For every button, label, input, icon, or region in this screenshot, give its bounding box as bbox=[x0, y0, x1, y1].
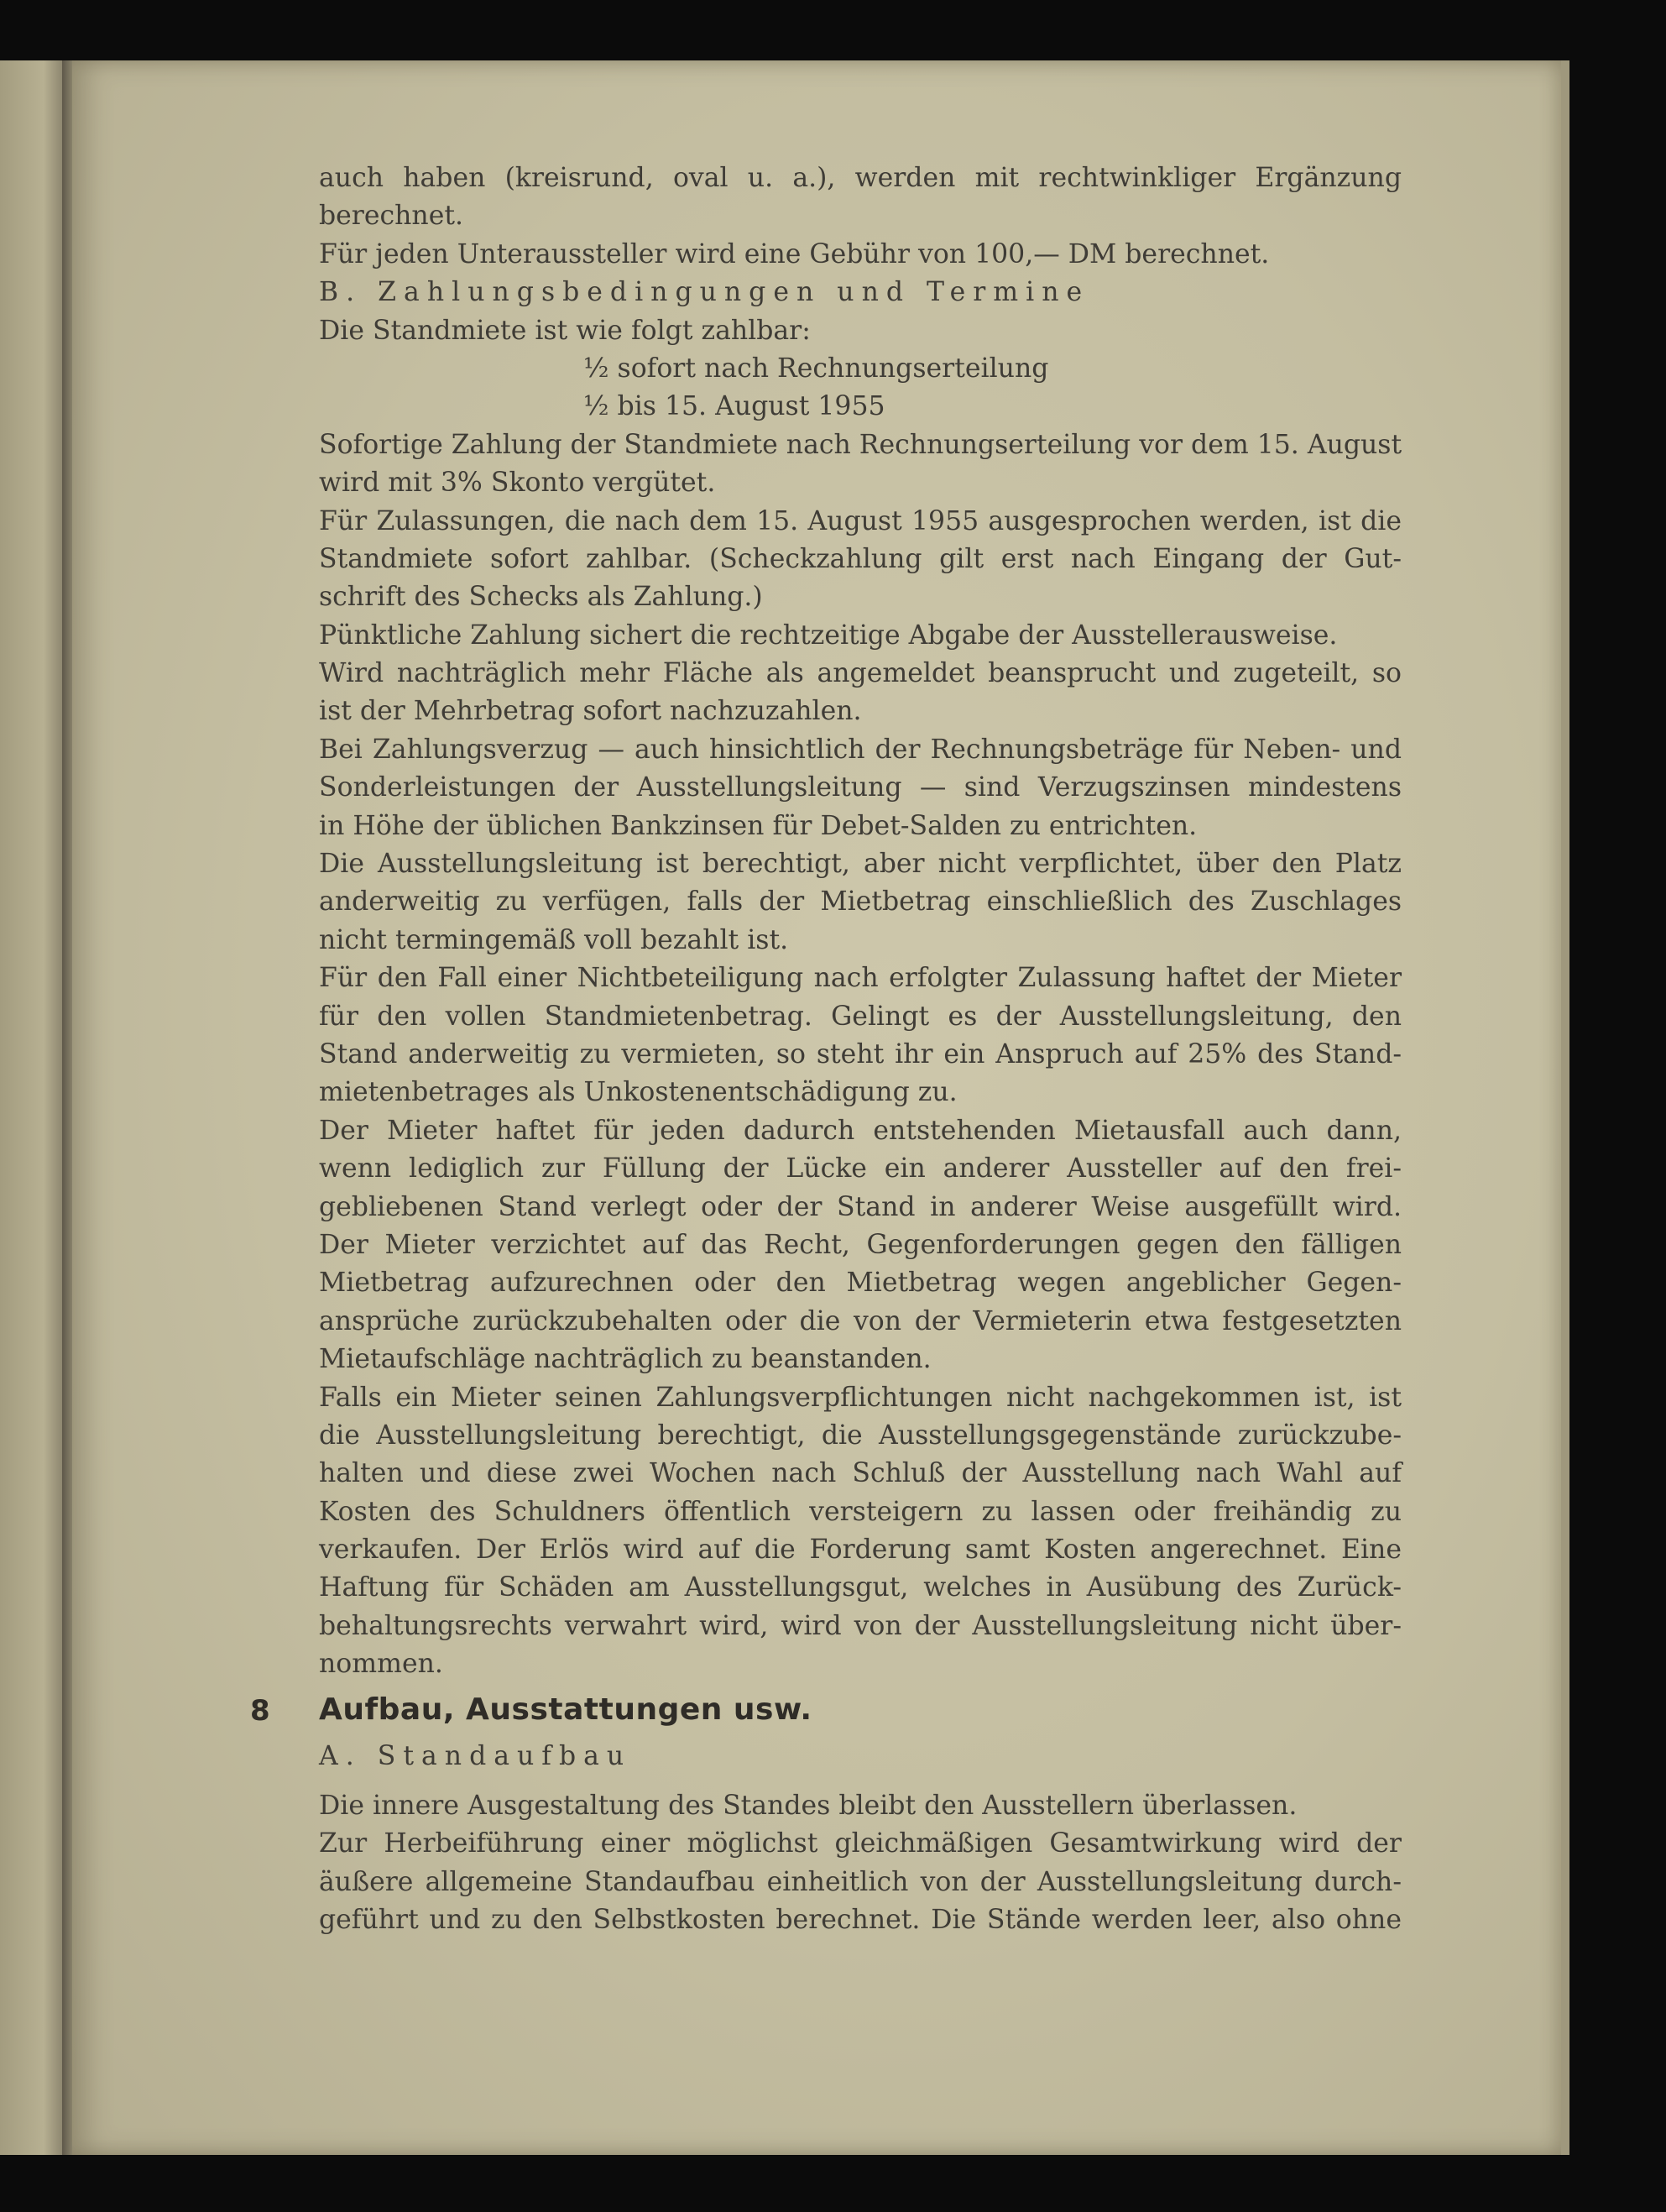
text-line: Bei Zahlungsverzug — auch hinsichtlich der Rechnungsbeträge für Neben- und bbox=[319, 734, 1402, 765]
text-line: Mietaufschläge nachträglich zu beanstanden. bbox=[319, 1344, 932, 1375]
text-line: Die innere Ausgestaltung des Standes bleibt den Ausstellern überlassen. bbox=[319, 1791, 1298, 1822]
text-line: ist der Mehrbetrag sofort nachzuzahlen. bbox=[319, 696, 862, 727]
text-line: mietenbetrages als Unkostenentschädigung zu. bbox=[319, 1077, 958, 1108]
text-line: berechnet. bbox=[319, 201, 464, 232]
text-line: ansprüche zurückzubehalten oder die von der Vermieterin etwa festgesetzten bbox=[319, 1305, 1402, 1336]
text-line: verkaufen. Der Erlös wird auf die Forderung samt Kosten angerechnet. Eine bbox=[319, 1535, 1402, 1566]
text-line: in Höhe der üblichen Bankzinsen für Debet-Salden zu entrichten. bbox=[319, 810, 1198, 841]
section-heading bbox=[250, 1687, 1402, 1738]
text-line: Sonderleistungen der Ausstellungsleitung — sind Verzugszinsen mindestens bbox=[319, 772, 1402, 803]
text-line: behaltungsrechts verwahrt wird, wird von der Ausstellungsleitung nicht über- bbox=[319, 1610, 1402, 1641]
text-line: anderweitig zu verfügen, falls der Mietbetrag einschließlich des Zuschlages bbox=[319, 886, 1402, 918]
text-line: Mietbetrag aufzurechnen oder den Mietbetrag wegen angeblicher Gegen- bbox=[319, 1268, 1402, 1299]
text-line: halten und diese zwei Wochen nach Schluß der Ausstellung nach Wahl auf bbox=[319, 1458, 1402, 1489]
text-line: Standmiete sofort zahlbar. (Scheckzahlung gilt erst nach Eingang der Gut- bbox=[319, 543, 1402, 574]
text-line: Falls ein Mieter seinen Zahlungsverpflichtungen nicht nachgekommen ist, ist bbox=[319, 1382, 1402, 1413]
text-line: Kosten des Schuldners öffentlich versteigern zu lassen oder freihändig zu bbox=[319, 1496, 1402, 1527]
text-line: gebliebenen Stand verlegt oder der Stand in anderer Weise ausgefüllt wird. bbox=[319, 1191, 1402, 1222]
text-line: Sofortige Zahlung der Standmiete nach Rechnungserteilung vor dem 15. August bbox=[319, 429, 1402, 460]
payment-term-1: ½ sofort nach Rechnungserteilung bbox=[583, 353, 1049, 384]
text-line: Wird nachträglich mehr Fläche als angemeldet beansprucht und zugeteilt, so bbox=[319, 658, 1402, 689]
text-line: Für den Fall einer Nichtbeteiligung nach erfolgter Zulassung haftet der Mieter bbox=[319, 963, 1402, 994]
text-line: Der Mieter verzichtet auf das Recht, Gegenforderungen gegen den fälligen bbox=[319, 1229, 1402, 1260]
text-line: nicht termingemäß voll bezahlt ist. bbox=[319, 924, 789, 955]
text-line: äußere allgemeine Standaufbau einheitlich von der Ausstellungsleitung durch- bbox=[319, 1866, 1402, 1897]
right-page-edge bbox=[1561, 60, 1569, 2155]
text-line: wenn lediglich zur Füllung der Lücke ein anderer Aussteller auf den frei- bbox=[319, 1153, 1402, 1184]
payment-term-2: ½ bis 15. August 1955 bbox=[583, 391, 885, 422]
text-line: Haftung für Schäden am Ausstellungsgut, welches in Ausübung des Zurück- bbox=[319, 1572, 1402, 1603]
text-line: geführt und zu den Selbstkosten berechnet. Die Stände werden leer, also ohne bbox=[319, 1905, 1402, 1936]
page-text bbox=[250, 159, 1402, 1940]
text-line: nommen. bbox=[319, 1649, 443, 1680]
text-line: Zur Herbeiführung einer möglichst gleichmäßigen Gesamtwirkung wird der bbox=[319, 1828, 1402, 1859]
text-line: Stand anderweitig zu vermieten, so steht ihr ein Anspruch auf 25% des Stand- bbox=[319, 1038, 1402, 1069]
text-line: Die Ausstellungsleitung ist berechtigt, aber nicht verpflichtet, über den Platz bbox=[319, 849, 1402, 880]
left-page-edge bbox=[0, 60, 62, 2155]
text-line: Pünktliche Zahlung sichert die rechtzeitige Abgabe der Ausstellerausweise. bbox=[319, 620, 1338, 651]
text-line: auch haben (kreisrund, oval u. a.), werden mit rechtwinkliger Ergänzung bbox=[319, 163, 1402, 193]
text-line: Die Standmiete ist wie folgt zahlbar: bbox=[319, 315, 811, 346]
section-number: 8 bbox=[250, 1693, 270, 1728]
subsection-heading-b: B. Zahlungsbedingungen und Termine bbox=[319, 277, 1090, 308]
text-line: Der Mieter haftet für jeden dadurch entstehenden Mietausfall auch dann, bbox=[319, 1115, 1402, 1146]
text-line: die Ausstellungsleitung berechtigt, die Ausstellungsgegenstände zurückzube- bbox=[319, 1420, 1402, 1451]
text-line: schrift des Schecks als Zahlung.) bbox=[319, 582, 763, 613]
text-line: Für Zulassungen, die nach dem 15. August 1955 ausgesprochen werden, ist die bbox=[319, 505, 1402, 536]
text-line: für den vollen Standmietenbetrag. Gelingt es der Ausstellungsleitung, den bbox=[319, 1001, 1402, 1032]
spacer bbox=[319, 1775, 1402, 1787]
text-line: Für jeden Unteraussteller wird eine Gebühr von 100,— DM berechnet. bbox=[319, 238, 1270, 269]
subsection-heading-a: A. Standaufbau bbox=[319, 1740, 632, 1771]
section-title: Aufbau, Ausstattungen usw. bbox=[319, 1692, 812, 1727]
text-line: wird mit 3% Skonto vergütet. bbox=[319, 468, 716, 499]
